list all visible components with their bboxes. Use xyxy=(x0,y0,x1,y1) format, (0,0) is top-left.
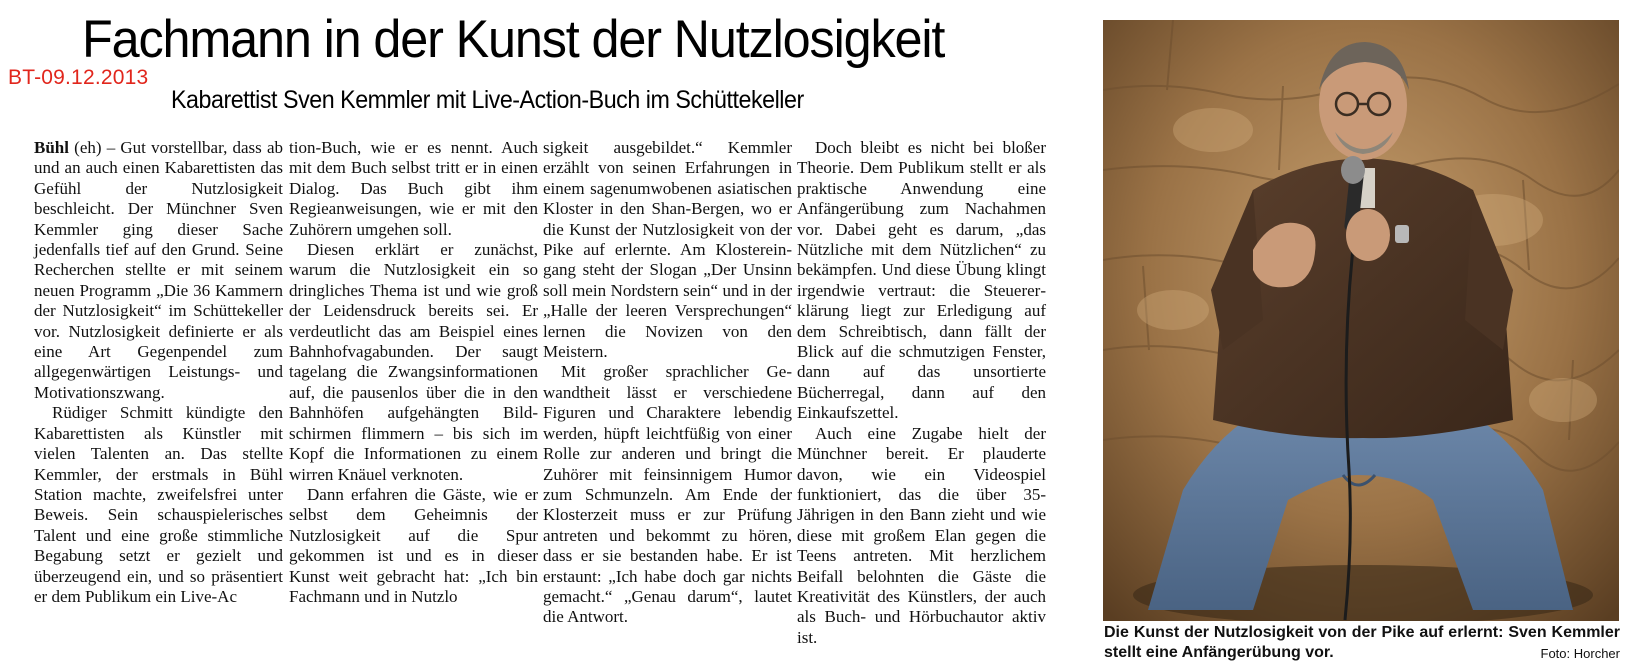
paragraph-text: (eh) – Gut vorstellbar, dass ab und an auch einen Kabarettisten das Gefühl der Nutzlosigkeit beschleicht. Der Münchner Sven Kemmler ging dieser Sache jedenfalls tief auf den Grund. Seine Recherchen stellte er mit seinem neuen Programm „Die 36 Kammern der Nutzlosigkeit“ im Schüttekeller vor. Nutzlosigkeit definierte er als eine Art Gegenpendel zum allgegenwärtigen Leistungs- und Motivationszwang. xyxy=(34,138,284,402)
article-column-4 xyxy=(797,138,1046,648)
performer-photo-illustration xyxy=(1103,20,1619,621)
article-paragraph: Dann erfahren die Gäste, wie er selbst dem Geheimnis der Nutzlosigkeit auf die Spur gekommen ist und es in dieser Kunst weit gebracht hat: „Ich bin Fachmann und in Nutzlo xyxy=(289,484,538,606)
dateline-place: Bühl xyxy=(34,138,69,157)
article-paragraph: Mit großer sprachlicher Gewandtheit lässt er verschiedene Figuren und Charaktere lebendig werden, hüpft leichtfüßig von einer Rolle zur anderen und bringt die Zuhörer mit feinsinnigem Humor zum Schmunzeln. Am Ende der Klosterzeit muss er zur Prüfung antreten und bekommt zu hören, dass er sie bestanden habe. Er ist erstaunt: „Ich habe doch gar nichts gemacht.“ „Genau darum“, lautet die Antwort. xyxy=(543,362,792,627)
article-column-3 xyxy=(543,138,792,628)
photo-caption: Die Kunst der Nutzlosigkeit von der Pike auf erlernt: Sven Kemmler stellt eine Anfängerübung vor. xyxy=(1104,624,1620,661)
article-paragraph: tion-Buch, wie er es nennt. Auch mit dem Buch selbst tritt er in einen Dialog. Das Buch gibt ihm Regieanweisungen, wie er mit den Zuhörern umgehen soll. xyxy=(289,138,538,239)
article-paragraph: sigkeit ausgebildet.“ Kemmler erzählt von seinen Erfahrungen in einem sagenumwobenen asiatischen Kloster in den Shan-Bergen, wo er die Kunst der Nutzlosigkeit von der Pike auf erlernte. Am Klostereingang steht der Slogan „Der Unsinn soll mein Nordstern sein“ und in der „Halle der leeren Versprechungen“ lernen die Novizen von den Meistern. xyxy=(543,138,792,362)
article-column-1 xyxy=(34,138,283,607)
article-paragraph: Doch bleibt es nicht bei bloßer Theorie. Dem Publikum stellt er als praktische Anwendung eine Anfängerübung zum Nachahmen vor. Dabei geht es darum, „das Nützliche mit dem Nützlichen“ zu bekämpfen. Und diese Übung klingt irgendwie vertraut: die Steuererklärung liegt zur Erledigung auf dem Schreibtisch, dann fällt der Blick auf die schmutzigen Fenster, dann auf das unsortierte Bücherregal, dann auf den Einkaufszettel. xyxy=(797,138,1046,423)
subheadline: Kabarettist Sven Kemmler mit Live-Action-Buch im Schüttekeller xyxy=(171,86,804,114)
article-paragraph: Diesen erklärt er zunächst, warum die Nutzlosigkeit ein so dringliches Thema ist und wie groß der Leidensdruck bereits sei. Er verdeutlicht das am Beispiel eines Bahnhofvagabunden. Der saugt tagelang die Zwangsinformationen auf, die pausenlos über die in den Bahnhöfen aufgehängten Bildschirmen flimmern – bis sich im Kopf die Informationen zu einem wirren Knäuel verknoten. xyxy=(289,240,538,484)
article-paragraph: Auch eine Zugabe hielt der Münchner bereit. Er plauderte davon, wie ein Videospiel funktioniert, das die über 35-Jährigen in den Bann zieht und wie diese mit großem Elan gegen die Teens antreten. Mit herzlichem Beifall belohnten die Gäste die Kreativität des Künstlers, der auch als Buch- und Hörbuchautor aktiv ist. xyxy=(797,423,1046,647)
performer-hand-right xyxy=(1346,209,1390,261)
article-paragraph: Rüdiger Schmitt kündigte den Kabarettisten als Künstler mit vielen Talenten an. Das stellte Kemmler, der erstmals in Bühl Station machte, zweifelsfrei unter Beweis. Sein schauspielerisches Talent und eine große stimmliche Begabung setzt er gezielt und überzeugend ein, und so präsentiert er dem Publikum ein Live-Ac xyxy=(34,403,283,606)
article-column-2 xyxy=(289,138,538,607)
headline: Fachmann in der Kunst der Nutzlosigkeit xyxy=(82,10,945,69)
photo-credit: Foto: Horcher xyxy=(1540,646,1620,661)
article-paragraph xyxy=(34,138,283,403)
date-stamp: BT-09.12.2013 xyxy=(8,66,149,89)
article-photo xyxy=(1103,20,1619,621)
